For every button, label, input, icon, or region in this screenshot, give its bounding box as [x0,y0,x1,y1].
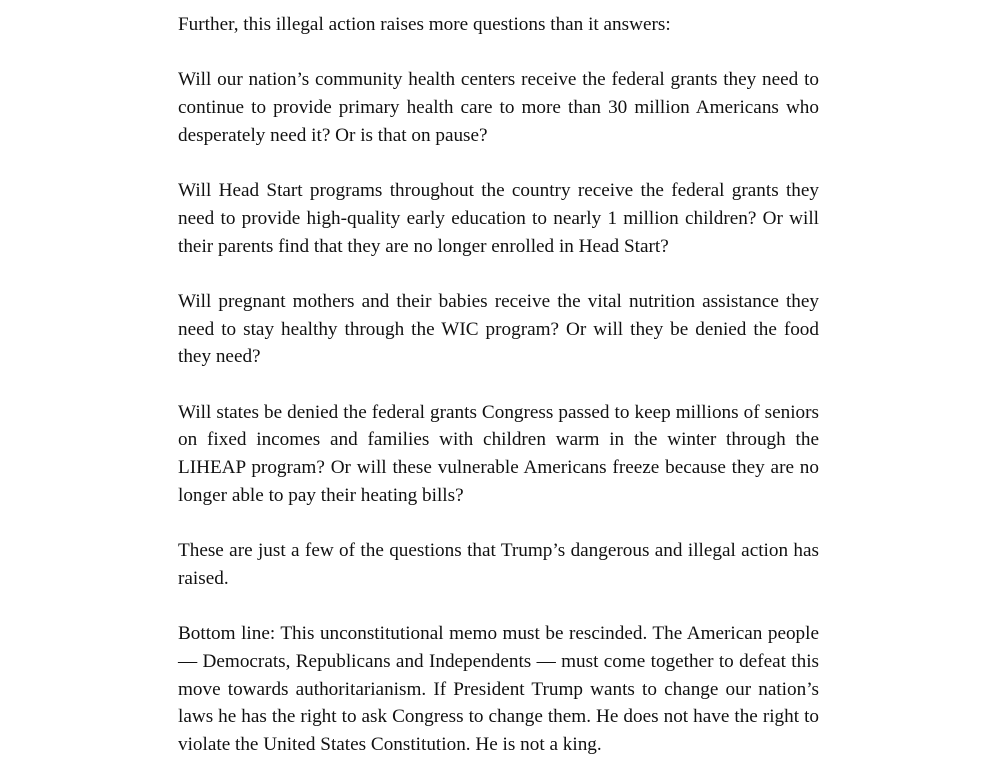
paragraph-wic: Will pregnant mothers and their babies receive the vital nutrition assistance they need to stay healthy through the WIC program? Or will they be denied the food they need? [178,290,819,368]
paragraph-community-health-centers: Will our nation’s community health centers receive the federal grants they need to continue to provide primary health care to more than 30 million Americans who desperately need it? Or is that on pause? [178,69,819,146]
paragraph-bottom-line: Bottom line: This unconstitutional memo must be rescinded. The American people — Democrats, Republicans and Independents — must come together to defeat this move towards authoritarianism. If President Trump wants to change our nation’s laws he has the right to ask Congress to change them. He does not have the right to violate the United States Constitution. He is not a king. [178,623,819,756]
paragraph-questions-raised: These are just a few of the questions that Trump’s dangerous and illegal action has raised. [178,540,819,589]
document-body [178,11,819,759]
paragraph-head-start: Will Head Start programs throughout the country receive the federal grants they need to provide high-quality early education to nearly 1 million children? Or will their parents find that they are no longer enrolled in Head Start? [178,180,819,257]
paragraph-liheap: Will states be denied the federal grants Congress passed to keep millions of seniors on fixed incomes and families with children warm in the winter through the LIHEAP program? Or will these vulnerable Americans freeze because they are no longer able to pay their heating bills? [178,401,819,506]
paragraph-intro: Further, this illegal action raises more questions than it answers: [178,14,671,35]
